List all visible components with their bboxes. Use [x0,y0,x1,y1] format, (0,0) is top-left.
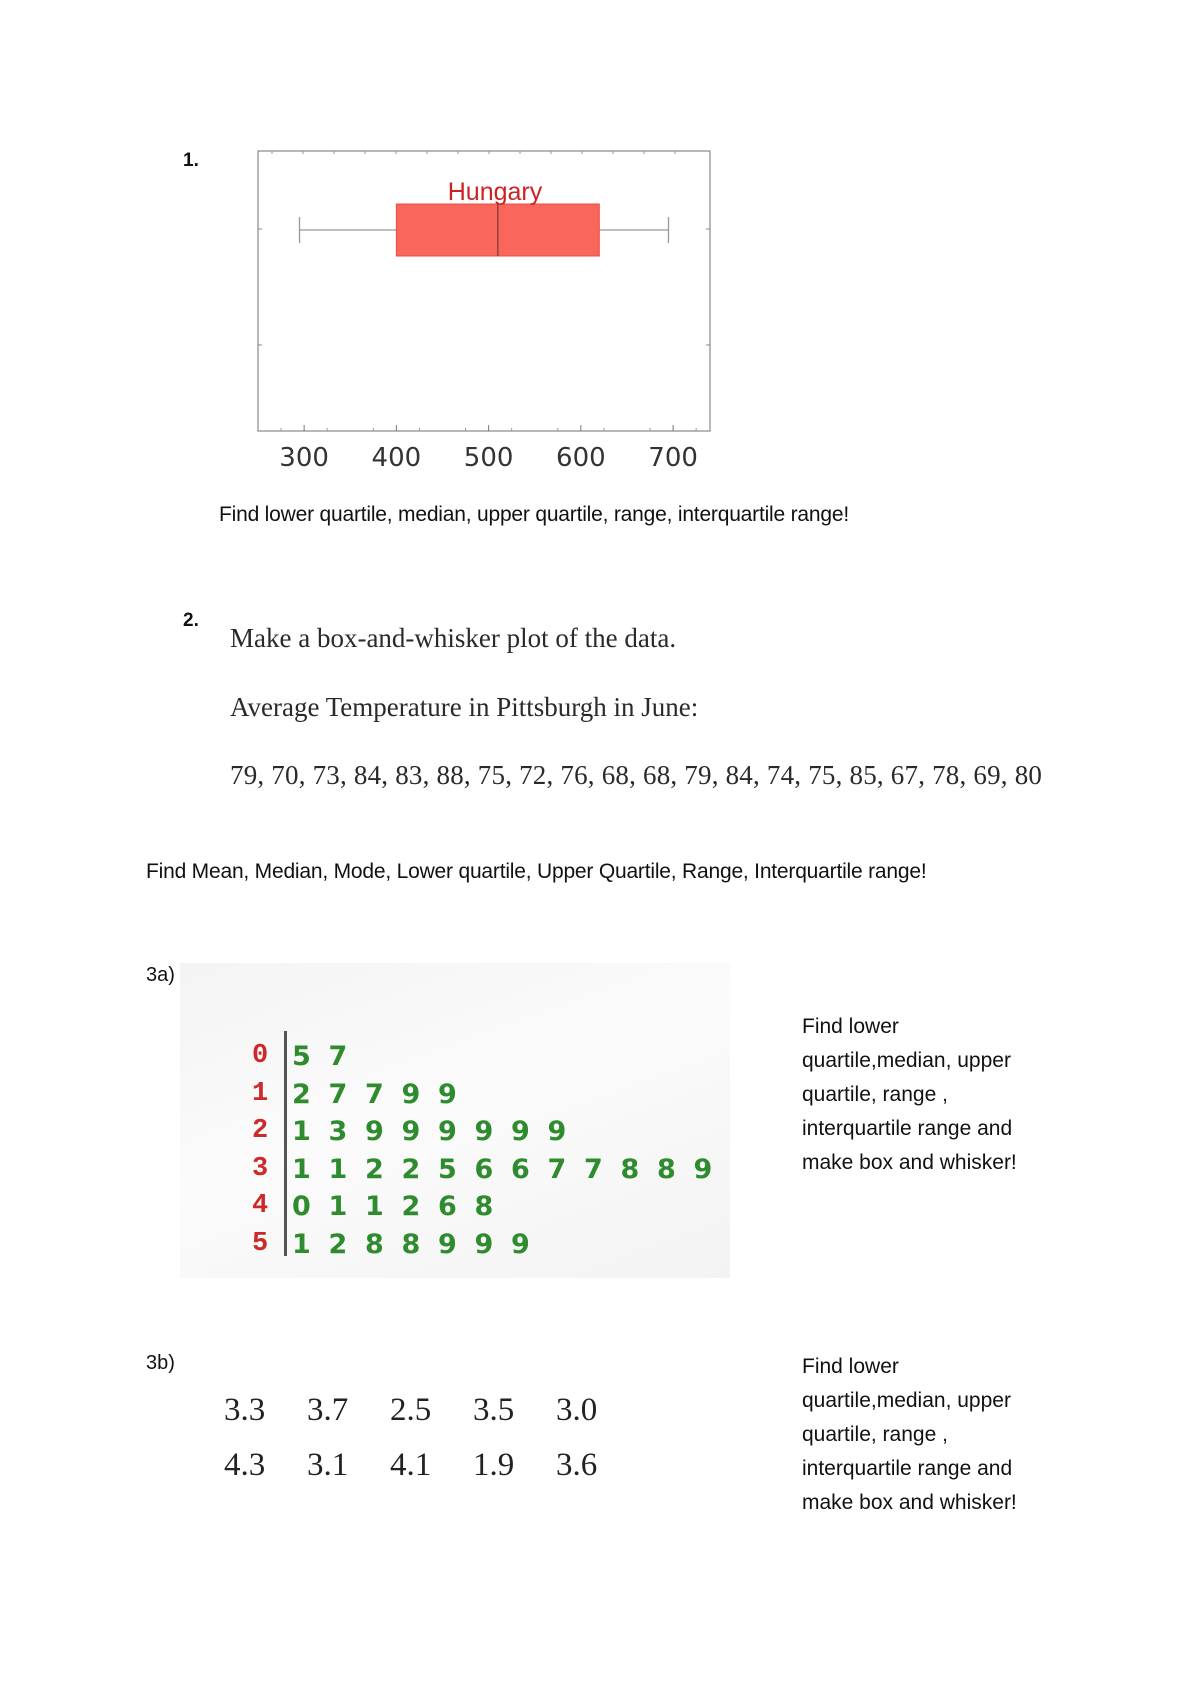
value-cell: 1.9 [473,1447,515,1483]
leaf: 8 [620,1153,640,1185]
value-cell: 3.6 [556,1447,598,1483]
value-row [224,1383,639,1438]
leaf: 0 [292,1191,311,1222]
leaf: 9 [511,1228,530,1260]
leaf: 7 [547,1153,567,1185]
leaf: 2 [292,1078,311,1110]
leaf: 5 [292,1041,311,1072]
stem-and-leaf-plot [180,963,730,1278]
stem-5: 5 [252,1228,269,1259]
stem-2: 2 [252,1116,269,1146]
x-tick-label-300: 300 [279,443,329,473]
leaf: 9 [474,1116,494,1147]
leaf: 8 [365,1228,384,1260]
leaf: 1 [292,1153,311,1185]
question-1-instruction: Find lower quartile, median, upper quartile, range, interquartile range! [219,503,849,526]
dataset-values-clip [230,760,1155,800]
leaf-row-4 [292,1188,730,1226]
leaf: 6 [511,1153,530,1185]
dataset-title: Average Temperature in Pittsburgh in June: [230,692,699,722]
stem-column [252,1038,282,1263]
leaf: 9 [693,1153,713,1185]
stem-3: 3 [252,1153,269,1184]
value-cell: 4.1 [390,1447,432,1483]
leaf: 1 [328,1191,348,1222]
stem-0: 0 [252,1041,269,1071]
leaf: 5 [438,1153,457,1185]
box-plot-title: Hungary [447,178,543,206]
x-tick-label-400: 400 [371,443,422,473]
stem-1: 1 [252,1078,269,1109]
leaf-column [292,1038,730,1263]
leaf: 7 [328,1078,348,1110]
dataset-values: 79, 70, 73, 84, 83, 88, 75, 72, 76, 68, 68, 79, 84, 74, 75, 85, 67, 78, 69, 80 [230,760,1043,790]
leaf: 1 [365,1191,384,1222]
x-tick-label-600: 600 [556,443,606,473]
leaf: 9 [547,1116,567,1147]
value-cell: 3.5 [473,1392,515,1428]
leaf: 9 [365,1116,384,1147]
question-3a-instruction-line: quartile,median, upper [802,1049,1011,1072]
value-cell: 4.3 [224,1447,266,1483]
leaf-row-1 [292,1076,730,1114]
value-cell: 3.0 [556,1392,598,1428]
question-3a-instruction-line: make box and whisker! [802,1151,1017,1174]
value-cell: 2.5 [390,1392,432,1428]
question-3a-instruction-line: quartile, range , [802,1083,948,1106]
leaf: 2 [401,1153,421,1185]
leaf: 9 [511,1116,530,1147]
leaf-row-5 [292,1226,730,1264]
question-2-number: 2. [183,610,199,631]
question-3a-label: 3a) [146,964,175,986]
leaf-row-3 [292,1151,730,1189]
leaf: 8 [657,1153,676,1185]
x-tick-label-500: 500 [463,443,514,473]
question-3a-instruction [802,1010,1052,1180]
stem-leaf-divider [284,1031,287,1256]
leaf: 3 [328,1116,348,1147]
leaf: 8 [474,1191,494,1222]
leaf: 9 [438,1116,457,1147]
stem-4: 4 [252,1191,269,1221]
question-3b-instruction-line: interquartile range and [802,1457,1013,1480]
question-3b-values [224,1383,639,1493]
leaf: 1 [328,1153,348,1185]
question-3b-instruction-line: make box and whisker! [802,1491,1017,1514]
leaf: 9 [438,1228,457,1260]
leaf-row-0 [292,1038,730,1076]
leaf: 2 [365,1153,384,1185]
value-cell: 3.3 [224,1392,266,1428]
leaf: 9 [474,1228,494,1260]
leaf: 8 [401,1228,421,1260]
leaf: 9 [401,1116,421,1147]
question-2-prompt: Make a box-and-whisker plot of the data. [230,623,677,653]
question-3b-instruction [802,1350,1052,1520]
leaf: 9 [438,1078,457,1110]
question-1-number: 1. [183,150,199,171]
value-cell: 3.7 [307,1392,349,1428]
leaf: 7 [584,1153,603,1185]
value-cell: 3.1 [307,1447,349,1483]
leaf: 1 [292,1116,311,1147]
question-3b-instruction-line: quartile, range , [802,1423,948,1446]
leaf: 1 [292,1228,311,1260]
leaf-row-2 [292,1113,730,1151]
leaf: 7 [365,1078,384,1110]
question-3b-instruction-line: quartile,median, upper [802,1389,1011,1412]
question-3b-instruction-line: Find lower [802,1355,899,1378]
leaf: 6 [474,1153,494,1185]
leaf: 9 [401,1078,421,1110]
leaf: 6 [438,1191,457,1222]
hungary-box-plot [255,148,725,473]
leaf: 2 [328,1228,348,1260]
leaf: 2 [401,1191,421,1222]
question-3a-instruction-line: interquartile range and [802,1117,1013,1140]
value-row [224,1438,639,1493]
leaf: 7 [328,1041,348,1072]
x-tick-label-700: 700 [648,443,698,473]
question-2-instruction: Find Mean, Median, Mode, Lower quartile, Upper Quartile, Range, Interquartile range! [146,860,927,883]
question-3a-instruction-line: Find lower [802,1015,899,1038]
question-3b-label: 3b) [146,1352,175,1374]
